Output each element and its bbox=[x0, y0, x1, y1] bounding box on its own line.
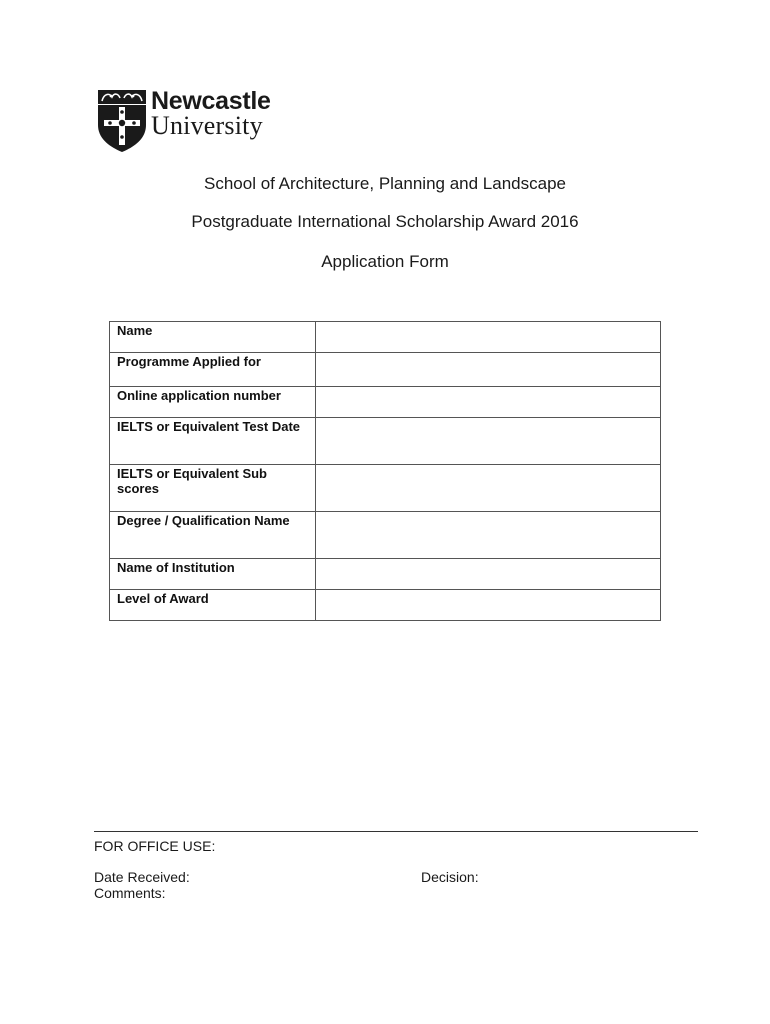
application-number-field[interactable] bbox=[316, 387, 661, 418]
university-logo bbox=[96, 87, 292, 153]
field-label: IELTS or Equivalent Sub scores bbox=[110, 465, 316, 512]
programme-field[interactable] bbox=[316, 353, 661, 387]
institution-field[interactable] bbox=[316, 559, 661, 590]
logo-wordmark-university: University bbox=[151, 111, 263, 140]
field-label: Name of Institution bbox=[110, 559, 316, 590]
field-label: Degree / Qualification Name bbox=[110, 512, 316, 559]
field-label: Programme Applied for bbox=[110, 353, 316, 387]
form-row-name bbox=[110, 322, 661, 353]
office-use-heading: FOR OFFICE USE: bbox=[94, 838, 216, 854]
award-title: Postgraduate International Scholarship Award 2016 bbox=[191, 212, 579, 231]
form-row-ielts-subscores bbox=[110, 465, 661, 512]
ielts-subscores-field[interactable] bbox=[316, 465, 661, 512]
form-row-level-of-award bbox=[110, 590, 661, 621]
office-divider bbox=[94, 831, 698, 832]
level-of-award-field[interactable] bbox=[316, 590, 661, 621]
form-row-degree bbox=[110, 512, 661, 559]
logo-wordmark-newcastle: Newcastle bbox=[151, 87, 271, 115]
form-title: Application Form bbox=[321, 252, 449, 271]
ielts-date-field[interactable] bbox=[316, 418, 661, 465]
field-label: Online application number bbox=[110, 387, 316, 418]
form-row-institution bbox=[110, 559, 661, 590]
degree-field[interactable] bbox=[316, 512, 661, 559]
field-label: Name bbox=[110, 322, 316, 353]
form-row-application-number bbox=[110, 387, 661, 418]
application-form-table bbox=[109, 321, 661, 621]
decision-label: Decision: bbox=[421, 869, 479, 885]
form-row-ielts-date bbox=[110, 418, 661, 465]
form-row-programme bbox=[110, 353, 661, 387]
school-name: School of Architecture, Planning and Landscape bbox=[204, 174, 566, 193]
field-label: Level of Award bbox=[110, 590, 316, 621]
date-received-label: Date Received: bbox=[94, 869, 190, 885]
comments-label: Comments: bbox=[94, 885, 166, 901]
name-field[interactable] bbox=[316, 322, 661, 353]
university-crest-icon bbox=[96, 87, 148, 153]
field-label: IELTS or Equivalent Test Date bbox=[110, 418, 316, 465]
